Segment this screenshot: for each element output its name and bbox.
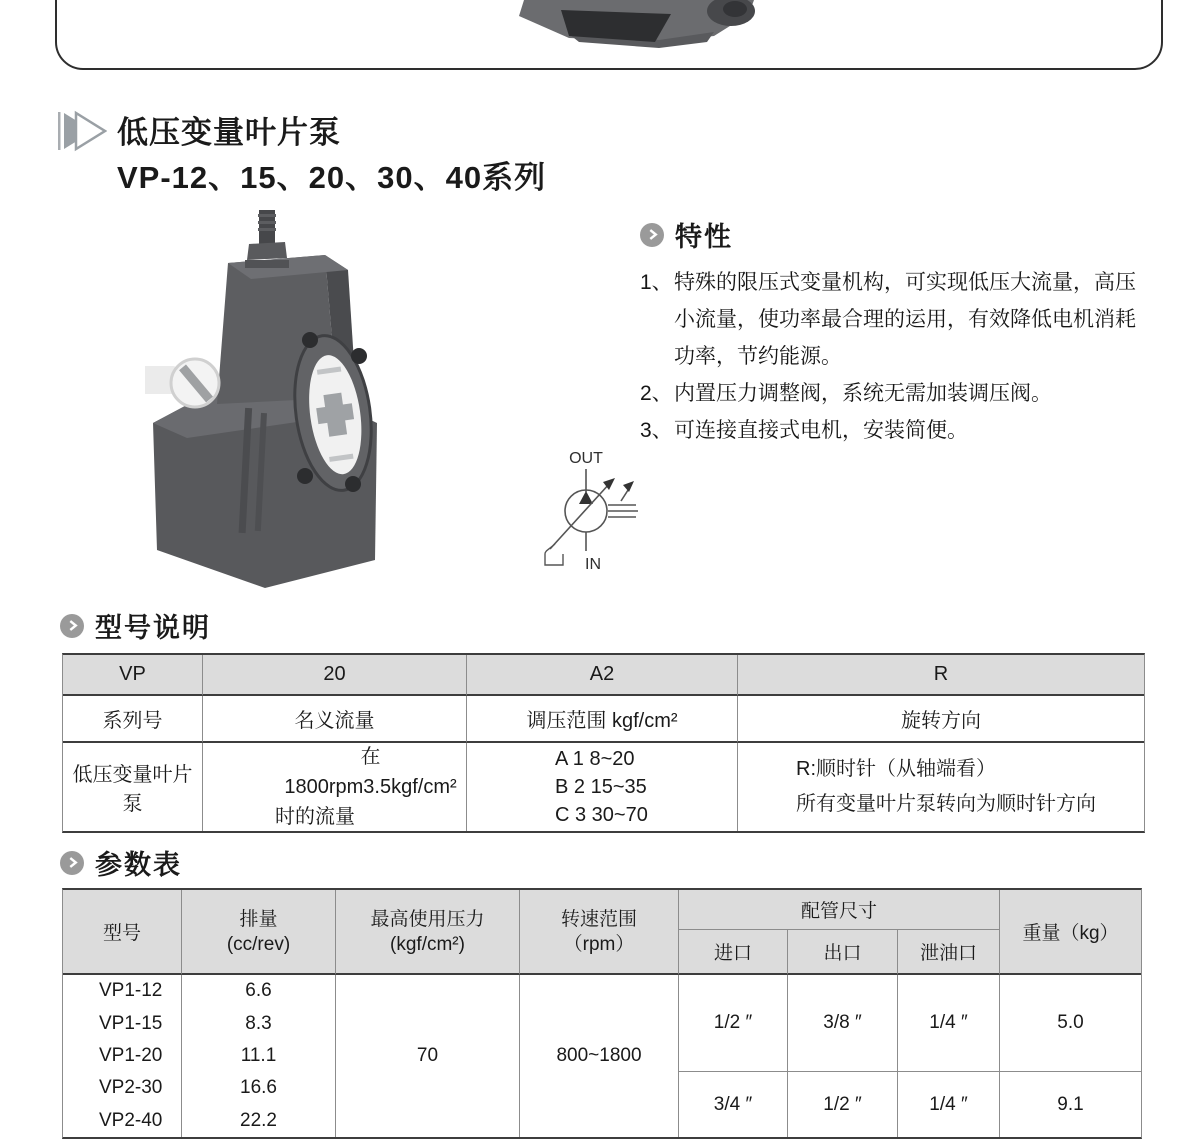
hydraulic-symbol	[498, 448, 688, 579]
product-image	[145, 208, 391, 600]
hdr-weight: 重量（kg）	[1000, 890, 1141, 975]
displacement-value: 22.2	[240, 1109, 277, 1131]
code-pressure: A2	[467, 655, 738, 696]
hdr-piping: 配管尺寸	[679, 890, 1000, 930]
outlet-size-vp1: 3/8 ″	[788, 975, 898, 1072]
code-series: VP	[63, 655, 203, 696]
speed-range-value: 800~1800	[520, 975, 679, 1137]
displacement-list	[182, 975, 336, 1137]
label-flow: 名义流量	[203, 696, 467, 743]
model-name: VP1-15	[99, 1012, 163, 1034]
title-line-1: 低压变量叶片泵	[117, 115, 341, 150]
hdr-speed: 转速范围 （rpm）	[520, 890, 679, 975]
section-bullet-icon	[60, 851, 84, 875]
title-line-2: VP-12、15、20、30、40系列	[117, 160, 547, 195]
feature-item: 2、 内置压力调整阀，系统无需加装调压阀。	[640, 382, 1052, 405]
weight-vp1: 5.0	[1000, 975, 1141, 1072]
feature-item: 3、 可连接直接式电机，安装简便。	[640, 419, 968, 442]
model-name: VP2-40	[99, 1109, 163, 1131]
value-series: 低压变量叶片泵	[63, 743, 203, 831]
hdr-outlet: 出口	[788, 930, 898, 975]
model-list	[63, 975, 182, 1137]
displacement-value: 16.6	[240, 1077, 277, 1099]
out-label: OUT	[569, 450, 603, 467]
drain-size-vp1: 1/4 ″	[898, 975, 1000, 1072]
model-table	[62, 653, 1145, 833]
params-section-title: 参数表	[95, 850, 182, 880]
max-pressure-value: 70	[336, 975, 520, 1137]
displacement-value: 6.6	[245, 980, 272, 1002]
section-bullet-icon	[60, 614, 84, 638]
feature-list	[640, 264, 1180, 449]
title-chevron-icon	[57, 110, 107, 152]
weight-vp2: 9.1	[1057, 1093, 1084, 1115]
code-flow: 20	[203, 655, 467, 696]
inlet-size-vp2: 3/4 ″	[679, 1072, 788, 1137]
label-pressure: 调压范围 kgf/cm²	[467, 696, 738, 743]
value-rotation: R:顺时针（从轴端看） 所有变量叶片泵转向为顺时针方向	[796, 758, 1096, 815]
params-section-heading	[60, 843, 182, 882]
features-title: 特性	[675, 222, 733, 252]
inlet-size-vp1: 1/2 ″	[679, 975, 788, 1072]
label-rotation: 旋转方向	[738, 696, 1144, 743]
drain-size-vp2: 1/4 ″	[898, 1072, 1000, 1137]
top-image-frame	[55, 0, 1163, 70]
params-table	[62, 888, 1142, 1139]
hdr-drain: 泄油口	[898, 930, 1000, 975]
page-title	[57, 110, 546, 200]
section-bullet-icon	[640, 223, 664, 247]
model-name: VP1-12	[99, 980, 163, 1002]
model-section-heading	[60, 606, 211, 645]
value-flow: 在1800rpm3.5kgf/cm² 时的流量	[203, 743, 467, 831]
model-section-title: 型号说明	[95, 613, 211, 643]
displacement-value: 11.1	[240, 1045, 277, 1067]
hdr-pressure: 最高使用压力 (kgf/cm²)	[336, 890, 520, 975]
pump-photo-partial	[509, 0, 761, 54]
model-name: VP2-30	[99, 1077, 163, 1099]
model-name: VP1-20	[99, 1045, 163, 1067]
label-series: 系列号	[63, 696, 203, 743]
hdr-model: 型号	[63, 890, 182, 975]
displacement-value: 8.3	[245, 1012, 272, 1034]
hdr-inlet: 进口	[679, 930, 788, 975]
outlet-size-vp2: 1/2 ″	[788, 1072, 898, 1137]
hdr-displacement: 排量 (cc/rev)	[182, 890, 336, 975]
in-label: IN	[585, 556, 601, 573]
features-section	[640, 215, 1180, 449]
features-heading	[640, 215, 1180, 254]
value-pressure-ranges: A 1 8~20 B 2 15~35 C 3 30~70	[467, 743, 738, 831]
feature-item: 1、 特殊的限压式变量机构，可实现低压大流量，高压 小流量，使功率最合理的运用，有效降低电机消耗 功率，节约能源。	[640, 271, 1136, 368]
code-rotation: R	[738, 655, 1144, 696]
